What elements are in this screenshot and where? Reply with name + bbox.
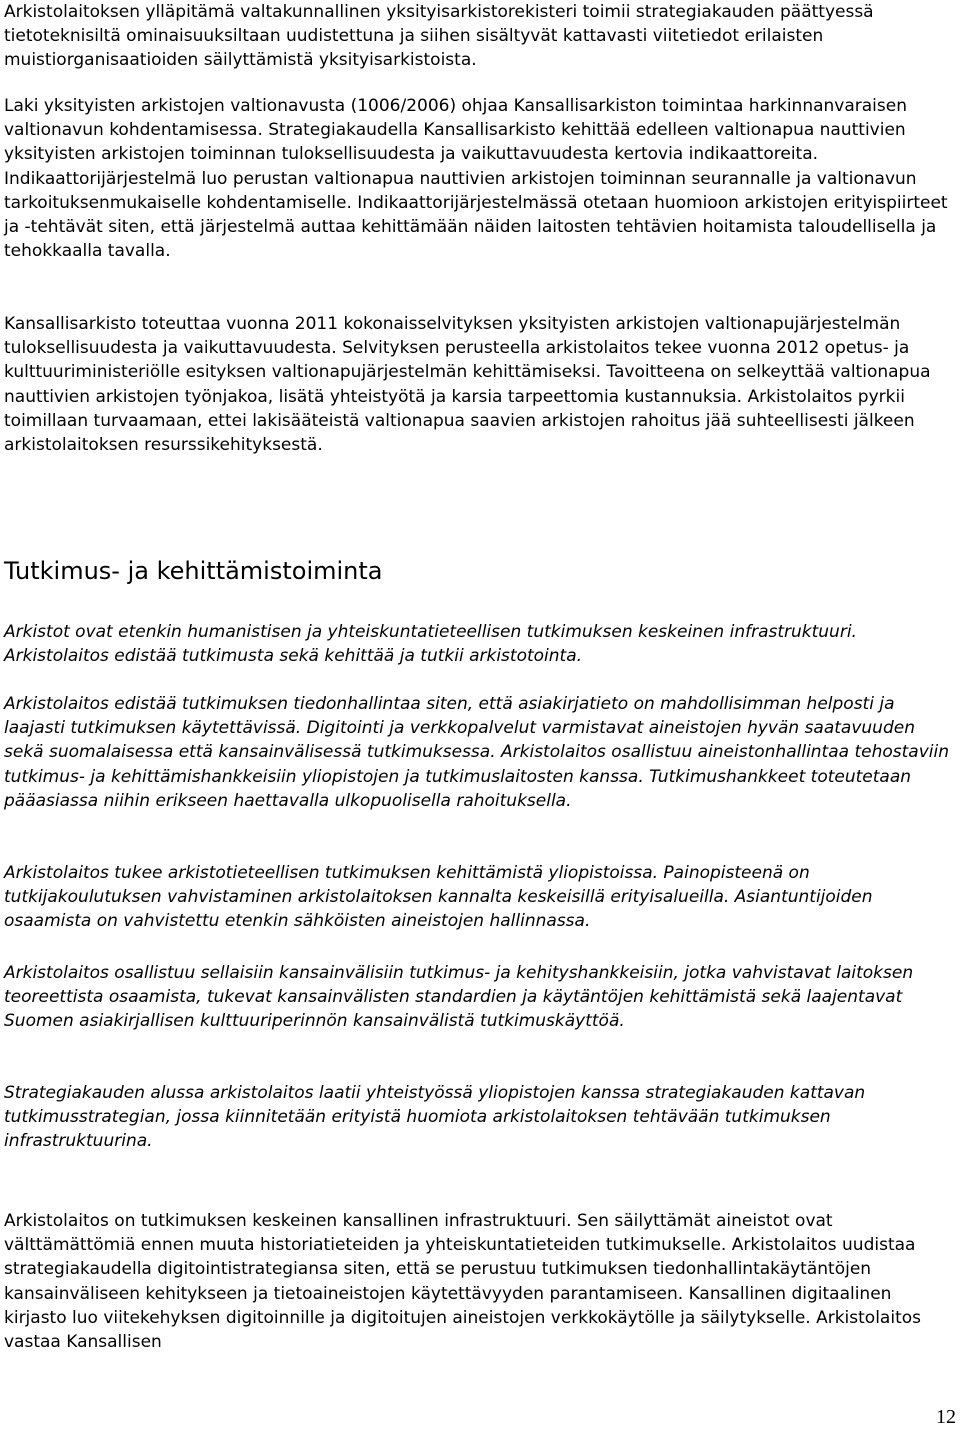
paragraph-registry: Arkistolaitoksen ylläpitämä valtakunnallinen yksityisarkistorekisteri toimii strategiakauden päättyessä tietoteknisiltä ominaisuuksiltaan uudistettuna ja siihen sisältyvät kattavasti viitetiedot erilaisten muistiorganisaatioiden säilyttämistä yksityisarkistoista. <box>4 2 874 71</box>
paragraph-comprehensive-study: Kansallisarkisto toteuttaa vuonna 2011 kokonaisselvityksen yksityisten arkistojen valtionapujärjestelmän tuloksellisuudesta ja vaikuttavuudesta. Selvityksen perusteella arkistolaitos tekee vuonna 2012 opetus- ja kulttuuriministeriölle esityksen valtionapujärjestelmän kehittämiseksi. Tavoitteena on selkeyttää valtionapua nauttivien arkistojen työnjakoa, lisätä yhteistyötä ja karsia tarpeettomia kustannuksia. Arkistolaitos pyrkii toimillaan turvaamaan, ettei lakisääteistä valtionapua saavien arkistojen rahoitus jää suhteellisesti jälkeen arkistolaitoksen resurssikehityksestä. <box>4 314 931 456</box>
paragraph-international-projects: Arkistolaitos osallistuu sellaisiin kansainvälisiin tutkimus- ja kehityshankkeisiin, jotka vahvistavat laitoksen teoreettista osaamista, tukevat kansainvälisten standardien ja käytäntöjen kehittämistä sekä laajentavat Suomen asiakirjallisen kulttuuriperinnön kansainvälistä tutkimuskäyttöä. <box>4 963 914 1032</box>
page-number: 12 <box>936 1406 956 1428</box>
paragraph-digitization: Arkistolaitos on tutkimuksen keskeinen kansallinen infrastruktuuri. Sen säilyttämät aineistot ovat välttämättömiä ennen muuta historiatieteiden ja yhteiskuntatieteiden tutkimukselle. Arkistolaitos uudistaa strategiakaudella digitointistrategiansa siten, että se perustuu tutkimuksen tiedonhallintakäytäntöjen kansainväliseen kehitykseen ja tietoaineistojen käytettävyyden parantamiseen. Kansallinen digitaalinen kirjasto luo viitekehyksen digitoinnille ja digitoitujen aineistojen verkkokäytölle ja säilytykselle. Arkistolaitos vastaa Kansallisen <box>4 1211 921 1353</box>
paragraph-research-strategy: Strategiakauden alussa arkistolaitos laatii yhteistyössä yliopistojen kanssa strategiakauden kattavan tutkimusstrategian, jossa kiinnitetään erityistä huomiota arkistolaitoksen tehtävään tutkimuksen infrastruktuurina. <box>4 1083 866 1152</box>
paragraph-research-infrastructure: Arkistot ovat etenkin humanistisen ja yhteiskuntatieteellisen tutkimuksen keskeinen infrastruktuuri. Arkistolaitos edistää tutkimusta sekä kehittää ja tutkii arkistotointa. <box>4 622 857 667</box>
section-heading: Tutkimus- ja kehittämistoiminta <box>4 557 383 585</box>
paragraph-archival-science: Arkistolaitos tukee arkistotieteellisen tutkimuksen kehittämistä yliopistoissa. Painopisteenä on tutkijakoulutuksen vahvistaminen arkistolaitoksen kannalta keskeisillä erityisalueilla. Asiantuntijoiden osaamista on vahvistettu etenkin sähköisten aineistojen hallinnassa. <box>4 863 873 932</box>
paragraph-data-management: Arkistolaitos edistää tutkimuksen tiedonhallintaa siten, että asiakirjatieto on mahdollisimman helposti ja laajasti tutkimuksen käytettävissä. Digitointi ja verkkopalvelut varmistavat aineistojen hyvän saatavuuden sekä suomalaisessa että kansainvälisessä tutkimuksessa. Arkistolaitos osallistuu aineistonhallintaa tehostaviin tutkimus- ja kehittämishankkeisiin yliopistojen ja tutkimuslaitosten kanssa. Tutkimushankkeet toteutetaan pääasiassa niihin erikseen haettavalla ulkopuolisella rahoituksella. <box>4 694 949 811</box>
paragraph-state-aid-law: Laki yksityisten arkistojen valtionavusta (1006/2006) ohjaa Kansallisarkiston toimintaa harkinnanvaraisen valtionavun kohdentamisessa. Strategiakaudella Kansallisarkisto kehittää edelleen valtionapua nauttivien yksityisten arkistojen toiminnan tuloksellisuudesta ja vaikuttavuudesta kertovia indikaattoreita. Indikaattorijärjestelmä luo perustan valtionapua nauttivien arkistojen toiminnan seurannalle ja valtionavun tarkoituksenmukaiselle kohdentamiselle. Indikaattorijärjestelmässä otetaan huomioon arkistojen erityispiirteet ja -tehtävät siten, että järjestelmä auttaa kehittämään näiden laitosten tehtävien hoitamista taloudellisella ja tehokkaalla tavalla. <box>4 96 948 262</box>
